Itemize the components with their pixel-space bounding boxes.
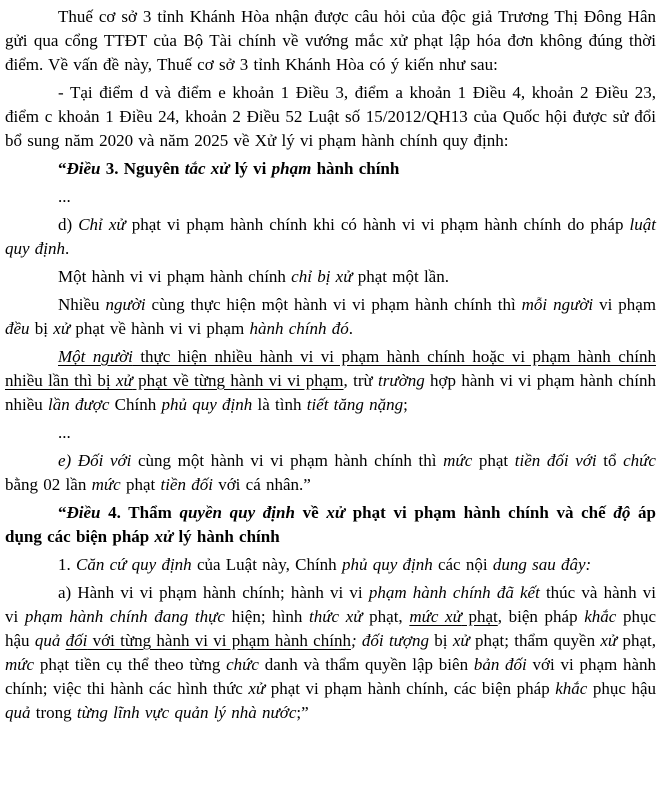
text-run: phạt; thẩm quyền: [469, 631, 601, 650]
text-run: phục hậu: [5, 607, 656, 650]
text-run: chức: [226, 655, 259, 674]
text-run: dung sau đây:: [492, 555, 592, 574]
text-run: bị: [429, 631, 453, 650]
text-run: là tình: [252, 395, 307, 414]
text-run: luật quy định: [5, 215, 656, 258]
para-intro: [5, 5, 656, 77]
text-run: Nhiều: [58, 295, 106, 314]
text-run: tiết tăng nặng: [306, 395, 404, 414]
para-ellipsis-2: [5, 421, 656, 445]
para-one-person-underlined: [5, 345, 656, 417]
text-run: Chính: [109, 395, 162, 414]
text-run: trong: [30, 703, 77, 722]
text-run: phủ quy định: [161, 395, 253, 414]
text-run: .: [348, 319, 353, 338]
text-run: quyền quy định: [179, 503, 295, 522]
text-run: ...: [58, 187, 71, 206]
text-run: ;: [403, 395, 408, 414]
text-run: trường: [378, 371, 425, 390]
heading-dieu-3: [5, 157, 656, 181]
text-run: thức xử: [309, 607, 363, 626]
text-run: tổ: [596, 451, 624, 470]
text-run: quản lý nhà nước: [174, 703, 297, 722]
text-run: chỉ bị xử: [291, 267, 353, 286]
text-run: Chỉ xử: [78, 215, 126, 234]
text-run: xử: [326, 503, 346, 522]
text-run: thực hiện nhiều hành vi vi phạm hành chính hoặc vi phạm hành chính nhiều lần thì bị: [5, 347, 656, 390]
para-one-act: [5, 265, 656, 289]
text-run: vi phạm: [593, 295, 657, 314]
text-run: ;: [350, 631, 362, 650]
text-run: xử: [53, 319, 71, 338]
text-run: phạm: [271, 159, 312, 178]
text-run: phạt về từng hành vi vi phạm: [132, 371, 344, 390]
text-run: lý vi: [229, 159, 272, 178]
text-run: Một người: [58, 347, 133, 366]
text-run: phạt,: [362, 607, 410, 626]
para-point-e: [5, 449, 656, 497]
text-run: cùng một hành vi vi phạm hành chính thì: [131, 451, 444, 470]
text-run: của Luật này, Chính: [191, 555, 342, 574]
text-run: , trừ: [343, 371, 379, 390]
text-run: e) Đối với: [58, 451, 132, 470]
text-run: khắc: [584, 607, 617, 626]
text-run: quả: [34, 631, 61, 650]
text-run: phạt vi phạm hành chính, các biện pháp: [265, 679, 556, 698]
text-run: 3. Nguyên: [100, 159, 185, 178]
text-run: phạm hành chính đang thực: [24, 607, 225, 626]
text-run: - Tại điểm d và điểm e khoản 1 Điều 3, điểm a khoản 1 Điều 4, khoản 2 Điều 23, điểm c khoản 1 Điều 24, khoản 2 Điều 52 Luật số 15/2012/QH13 của Quốc hội được sử đổi bổ sung năm 2020 và năm 2025 về Xử lý vi phạm hành chính quy định:: [5, 83, 656, 150]
text-run: phạt vi phạm hành chính và chế: [345, 503, 614, 522]
text-run: người: [105, 295, 146, 314]
text-run: cùng thực hiện một hành vi vi phạm hành chính thì: [145, 295, 522, 314]
text-run: a) Hành vi vi phạm hành chính; hành vi vi: [58, 583, 369, 602]
text-run: 1.: [58, 555, 76, 574]
text-run: tiền đối với: [514, 451, 597, 470]
text-run: 4. Thẩm: [100, 503, 180, 522]
para-point-d: [5, 213, 656, 261]
text-run: mức: [91, 475, 121, 494]
text-run: tắc xử: [184, 159, 230, 178]
text-run: phủ quy định: [341, 555, 433, 574]
text-run: Một hành vi vi phạm hành chính: [58, 267, 292, 286]
text-run: bản đối: [473, 655, 527, 674]
text-run: về: [294, 503, 327, 522]
text-run: đối tượng: [361, 631, 430, 650]
text-run: .: [65, 239, 70, 258]
text-run: , biện pháp: [497, 607, 585, 626]
text-run: bằng 02 lần: [5, 475, 92, 494]
para-many-people: [5, 293, 656, 341]
text-run: hành chính: [311, 159, 400, 178]
text-run: ...: [58, 423, 71, 442]
text-run: mức: [443, 451, 473, 470]
text-run: lý hành chính: [173, 527, 280, 546]
text-run: “: [58, 503, 67, 522]
text-run: khắc: [555, 679, 588, 698]
text-run: bị: [29, 319, 54, 338]
text-run: phạt về hành vi vi phạm: [70, 319, 250, 338]
text-run: phục hậu: [587, 679, 656, 698]
text-run: Điều: [66, 159, 101, 178]
text-run: với cá nhân.”: [212, 475, 311, 494]
text-run: phạt vi phạm hành chính khi có hành vi vi phạm hành chính do pháp: [125, 215, 630, 234]
text-run: phạm hành chính đã kết: [368, 583, 540, 602]
text-run: độ: [613, 503, 631, 522]
para-legal-basis: [5, 81, 656, 153]
text-run: hành chính đó: [249, 319, 349, 338]
para-point-a: [5, 581, 656, 725]
text-run: thúc và hành vi vi: [5, 583, 656, 626]
text-run: ;”: [296, 703, 309, 722]
text-run: xử: [115, 371, 133, 390]
heading-dieu-4: [5, 501, 656, 549]
text-run: đều: [5, 319, 30, 338]
text-run: mức xử: [409, 607, 462, 626]
text-run: hợp hành vi vi phạm hành chính nhiều: [5, 371, 656, 414]
para-clause-1: [5, 553, 656, 577]
text-run: quả: [5, 703, 31, 722]
text-run: tiền đối: [160, 475, 213, 494]
text-run: d): [58, 215, 79, 234]
text-run: Điều: [66, 503, 101, 522]
text-run: phạt: [120, 475, 161, 494]
text-run: xử: [248, 679, 266, 698]
text-run: áp dụng các biện pháp: [5, 503, 656, 546]
text-run: xử: [452, 631, 470, 650]
text-run: các nội: [432, 555, 493, 574]
text-run: phạt: [461, 607, 498, 626]
text-run: “: [58, 159, 67, 178]
text-run: chức: [623, 451, 656, 470]
text-run: danh và thẩm quyền lập biên: [258, 655, 474, 674]
text-run: từng lĩnh vực: [76, 703, 170, 722]
text-run: mỗi người: [521, 295, 594, 314]
text-run: với vi phạm hành chính; việc thi hành các hình thức: [5, 655, 656, 698]
text-run: hiện; hình: [224, 607, 310, 626]
text-run: xử: [600, 631, 618, 650]
text-run: phạt,: [617, 631, 656, 650]
text-run: phạt một lần.: [352, 267, 449, 286]
text-run: Căn cứ quy định: [76, 555, 192, 574]
text-run: lần được: [48, 395, 110, 414]
text-run: xử: [154, 527, 174, 546]
text-run: đối: [65, 631, 88, 650]
document-body: [5, 5, 656, 725]
text-run: phạt: [472, 451, 515, 470]
para-ellipsis-1: [5, 185, 656, 209]
text-run: Thuế cơ sở 3 tỉnh Khánh Hòa nhận được câu hỏi của độc giả Trương Thị Đông Hân gửi qua cổng TTĐT của Bộ Tài chính về vướng mắc xử phạt lập hóa đơn không đúng thời điểm. Về vấn đề này, Thuế cơ sở 3 tỉnh Khánh Hòa có ý kiến như sau:: [5, 7, 656, 74]
text-run: phạt tiền cụ thể theo từng: [34, 655, 227, 674]
text-run: với từng hành vi vi phạm hành chính: [87, 631, 351, 650]
text-run: mức: [5, 655, 35, 674]
